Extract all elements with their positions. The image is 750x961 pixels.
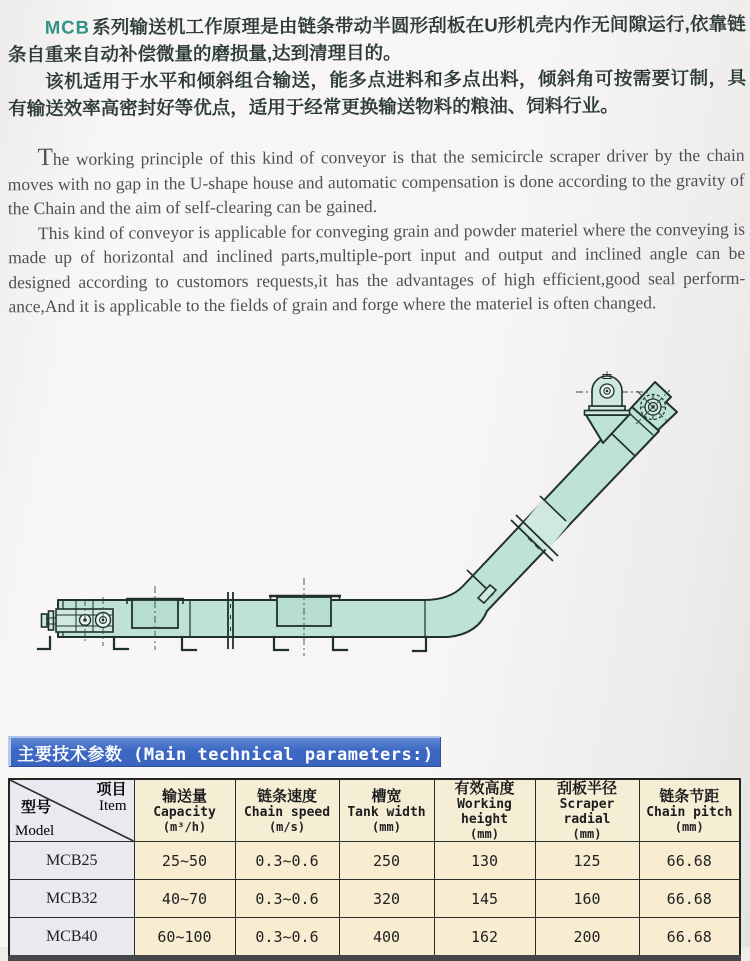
value-cell: 40~70 [134,880,235,918]
corner-model-cn: 型号 [21,799,52,816]
value-cell: 160 [535,880,639,918]
value-cell: 60~100 [134,918,235,959]
chinese-intro [8,10,747,122]
value-cell: 200 [535,918,639,959]
value-cell: 66.68 [639,842,740,880]
value-cell: 250 [339,842,434,880]
table-row [9,842,740,880]
value-cell: 66.68 [639,918,740,959]
value-cell: 0.3~0.6 [235,842,339,880]
en-paragraph-1: The working principle of this kind of conveyor is that the semicircle scraper driver by the chain moves with no gap in the U-shape house and automatic compensation is done according to the gravity of the Chain and the aim of self-clearing can be gained. [7,143,745,219]
feed-hopper-1 [126,586,184,650]
value-cell: 145 [434,880,535,918]
corner-model-en: Model [15,823,55,839]
section-banner [8,736,440,766]
section-banner-title: 主要技术参数 (Main technical parameters:) [17,744,434,765]
table-corner-cell [9,779,134,842]
cn-paragraph-1-text: 系列输送机工作原理是由链条带动半圆形刮板在U形机壳内作无间隙运行,依靠链条自重来自动补偿微量的磨损量,达到清理目的。 [7,13,746,65]
col-header-scraper-radial: 刮板半径 Scraper radial (mm) [535,779,639,842]
value-cell: 125 [535,842,639,880]
support-feet [38,637,426,651]
col-header-working-height: 有效高度 Working height (mm) [434,779,535,842]
model-cell: MCB32 [9,880,134,918]
model-cell: MCB25 [9,842,134,880]
col-header-chain-pitch: 链条节距 Chain pitch (mm) [639,779,740,842]
cn-paragraph-1 [8,10,746,68]
value-cell: 0.3~0.6 [235,880,339,918]
corner-item-en: Item [99,798,127,814]
value-cell: 66.68 [639,880,740,918]
col-header-capacity: 输送量 Capacity (m³/h) [134,779,235,842]
value-cell: 162 [434,918,535,959]
value-cell: 320 [339,880,434,918]
conveyor-diagram [30,360,720,700]
value-cell: 25~50 [134,842,235,880]
model-cell: MCB40 [9,918,134,959]
cn-paragraph-2: 该机适用于水平和倾斜组合输送，能多点进料和多点出料，倾斜角可按需要订制，具有输送效率高密封好等优点，适用于经常更换输送物料的粮油、饲料行业。 [8,67,747,119]
parameters-table [8,778,741,961]
value-cell: 400 [339,918,434,959]
brand-text: MCB [44,16,90,38]
value-cell: 0.3~0.6 [235,918,339,959]
table-row [9,880,740,918]
table-header-row [9,779,740,842]
value-cell: 130 [434,842,535,880]
feed-hopper-2 [269,578,341,656]
corner-item-cn: 项目 [96,781,127,798]
col-header-chain-speed: 链条速度 Chain speed (m/s) [235,779,339,842]
english-intro [7,142,745,319]
en-paragraph-2: This kind of conveyor is applicable for conveging grain and powder materiel where the conveying is made up of horizontal and inclined parts,multiple-port input and output and inclined angle can be designed according to customors requests,it has the advantages of high efficient,good seal perform-ance,And it is applicable to the fields of grain and forge where the materiel is often changed. [8,218,746,317]
table-row [9,918,740,959]
col-header-tank-width: 槽宽 Tank width (mm) [339,779,434,842]
